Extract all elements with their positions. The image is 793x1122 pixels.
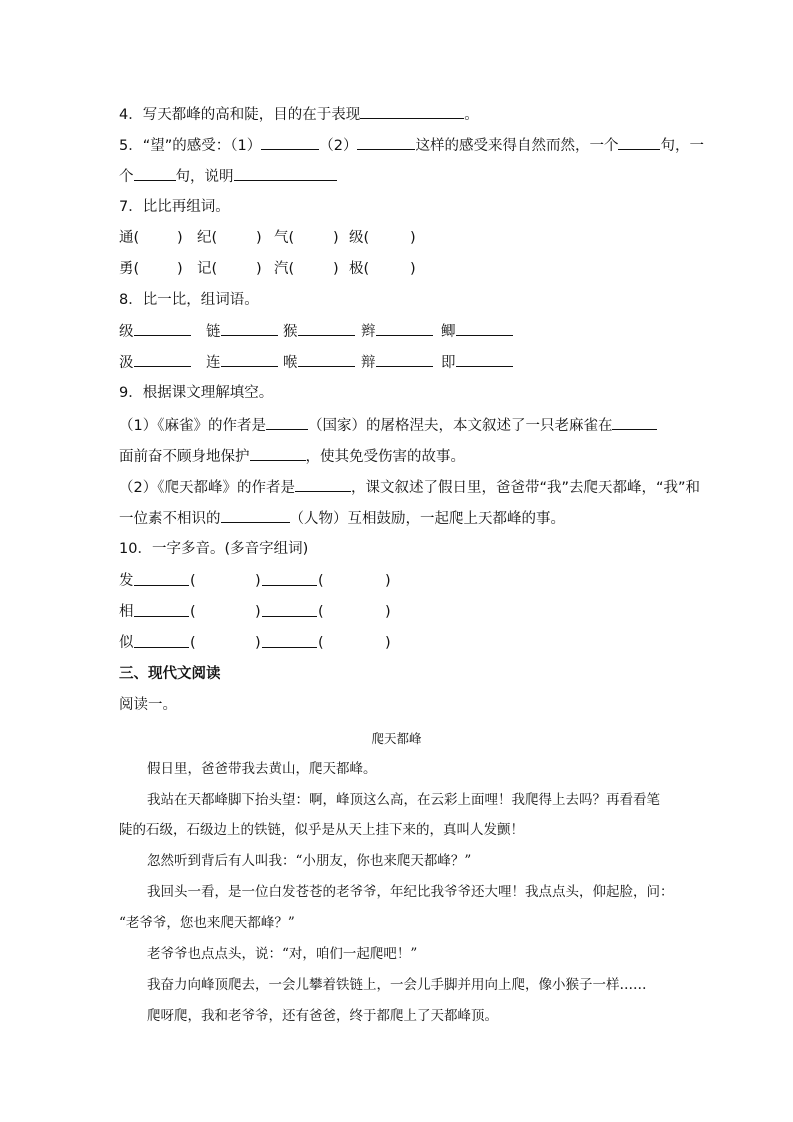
story-paragraph: 我奋力向峰顶爬去，一会儿攀着铁链上，一会儿手脚并用向上爬，像小猴子一样…… bbox=[147, 977, 647, 993]
answer-blank[interactable] bbox=[221, 508, 290, 523]
answer-blank[interactable] bbox=[221, 321, 278, 336]
story-paragraph: 我站在天都峰脚下抬头望：啊，峰顶这么高，在云彩上面哩！我爬得上去吗？再看看笔 bbox=[147, 792, 660, 808]
story-title: 爬天都峰 bbox=[371, 731, 422, 746]
question-9-line-1: （1）《麻雀》的作者是 （国家）的屠格涅夫，本文叙述了一只老麻雀在 bbox=[119, 415, 657, 436]
question-9-title: 9．根据课文理解填空。 bbox=[119, 385, 274, 401]
answer-blank[interactable] bbox=[134, 166, 176, 181]
question-9-line-2: 面前奋不顾身地保护 ，使其免受伤害的故事。 bbox=[119, 446, 465, 467]
question-7-row-1: 通( ) 纪( ) 气( ) 级( ) bbox=[119, 230, 416, 246]
story-paragraph: 爬呀爬，我和老爷爷，还有爸爸，终于都爬上了天都峰顶。 bbox=[147, 1008, 498, 1024]
question-10-title: 10．一字多音。(多音字组词) bbox=[119, 541, 309, 557]
story-paragraph: 假日里，爸爸带我去黄山，爬天都峰。 bbox=[147, 761, 377, 777]
reading-subheading: 阅读一。 bbox=[119, 697, 177, 713]
answer-blank[interactable] bbox=[262, 571, 317, 586]
answer-blank[interactable] bbox=[134, 321, 191, 336]
polyphone-row: 相 ( ) ( ) bbox=[119, 604, 391, 620]
answer-blank[interactable] bbox=[360, 104, 464, 119]
question-9-line-4: 一位素不相识的 （人物）互相鼓励，一起爬上天都峰的事。 bbox=[119, 508, 565, 529]
story-paragraph-cont: 陡的石级，石级边上的铁链，似乎是从天上挂下来的，真叫人发颤！ bbox=[119, 822, 524, 838]
question-5-line-2: 个 句，说明 bbox=[119, 166, 337, 187]
answer-blank[interactable] bbox=[298, 321, 355, 336]
paren-blank[interactable]: ) bbox=[410, 261, 416, 277]
question-5: 5．“望”的感受：（1） （2） 这样的感受来得自然而然，一个 句，一 bbox=[119, 135, 704, 156]
answer-blank[interactable] bbox=[234, 166, 337, 181]
question-9-line-3: （2）《爬天都峰》的作者是 ，课文叙述了假日里，爸爸带“我”去爬天都峰，“我”和 bbox=[119, 477, 700, 498]
answer-blank[interactable] bbox=[262, 602, 317, 617]
answer-blank[interactable] bbox=[262, 633, 317, 648]
paren-blank[interactable]: ) bbox=[333, 230, 339, 246]
question-8-row-2: 汲 连 喉 辩 即 bbox=[119, 352, 719, 372]
answer-blank[interactable] bbox=[456, 321, 513, 336]
answer-blank[interactable] bbox=[376, 352, 433, 367]
answer-blank[interactable] bbox=[456, 352, 513, 367]
paren-blank[interactable]: ) bbox=[177, 230, 183, 246]
answer-blank[interactable] bbox=[298, 352, 355, 367]
question-4-text: 4．写天都峰的高和陡，目的在于表现 bbox=[119, 107, 361, 123]
answer-blank[interactable] bbox=[295, 477, 351, 492]
polyphone-row: 发 ( ) ( ) bbox=[119, 573, 391, 589]
answer-blank[interactable] bbox=[266, 415, 308, 430]
paren-blank[interactable]: ) bbox=[256, 230, 262, 246]
answer-blank[interactable] bbox=[221, 352, 278, 367]
answer-blank[interactable] bbox=[376, 321, 433, 336]
story-paragraph: 我回头一看，是一位白发苍苍的老爷爷，年纪比我爷爷还大哩！我点点头，仰起脸，问： bbox=[147, 884, 674, 900]
paren-blank[interactable]: ) bbox=[333, 261, 339, 277]
answer-blank[interactable] bbox=[134, 602, 189, 617]
answer-blank[interactable] bbox=[134, 633, 189, 648]
answer-blank[interactable] bbox=[618, 135, 660, 150]
story-paragraph-cont: “老爷爷，您也来爬天都峰？” bbox=[119, 915, 295, 931]
story-paragraph: 忽然听到背后有人叫我：“小朋友，你也来爬天都峰？” bbox=[147, 853, 472, 869]
answer-blank[interactable] bbox=[134, 352, 191, 367]
polyphone-row: 似 ( ) ( ) bbox=[119, 635, 391, 651]
story-paragraph: 老爷爷也点点头，说：“对，咱们一起爬吧！” bbox=[147, 946, 418, 962]
paren-blank[interactable]: ) bbox=[256, 261, 262, 277]
answer-blank[interactable] bbox=[357, 135, 415, 150]
paren-blank[interactable]: ) bbox=[410, 230, 416, 246]
answer-blank[interactable] bbox=[134, 571, 189, 586]
section-heading: 三、现代文阅读 bbox=[119, 666, 221, 682]
answer-blank[interactable] bbox=[250, 446, 306, 461]
question-8-title: 8．比一比，组词语。 bbox=[119, 292, 259, 308]
question-4: 4．写天都峰的高和陡，目的在于表现 。 bbox=[119, 104, 479, 125]
question-7-title: 7．比比再组词。 bbox=[119, 199, 230, 215]
question-8-row-1: 级 链 猴 辫 鲫 bbox=[119, 321, 719, 341]
paren-blank[interactable]: ) bbox=[177, 261, 183, 277]
answer-blank[interactable] bbox=[261, 135, 319, 150]
answer-blank[interactable] bbox=[612, 415, 657, 430]
question-7-row-2: 勇( ) 记( ) 汽( ) 极( ) bbox=[119, 261, 416, 277]
